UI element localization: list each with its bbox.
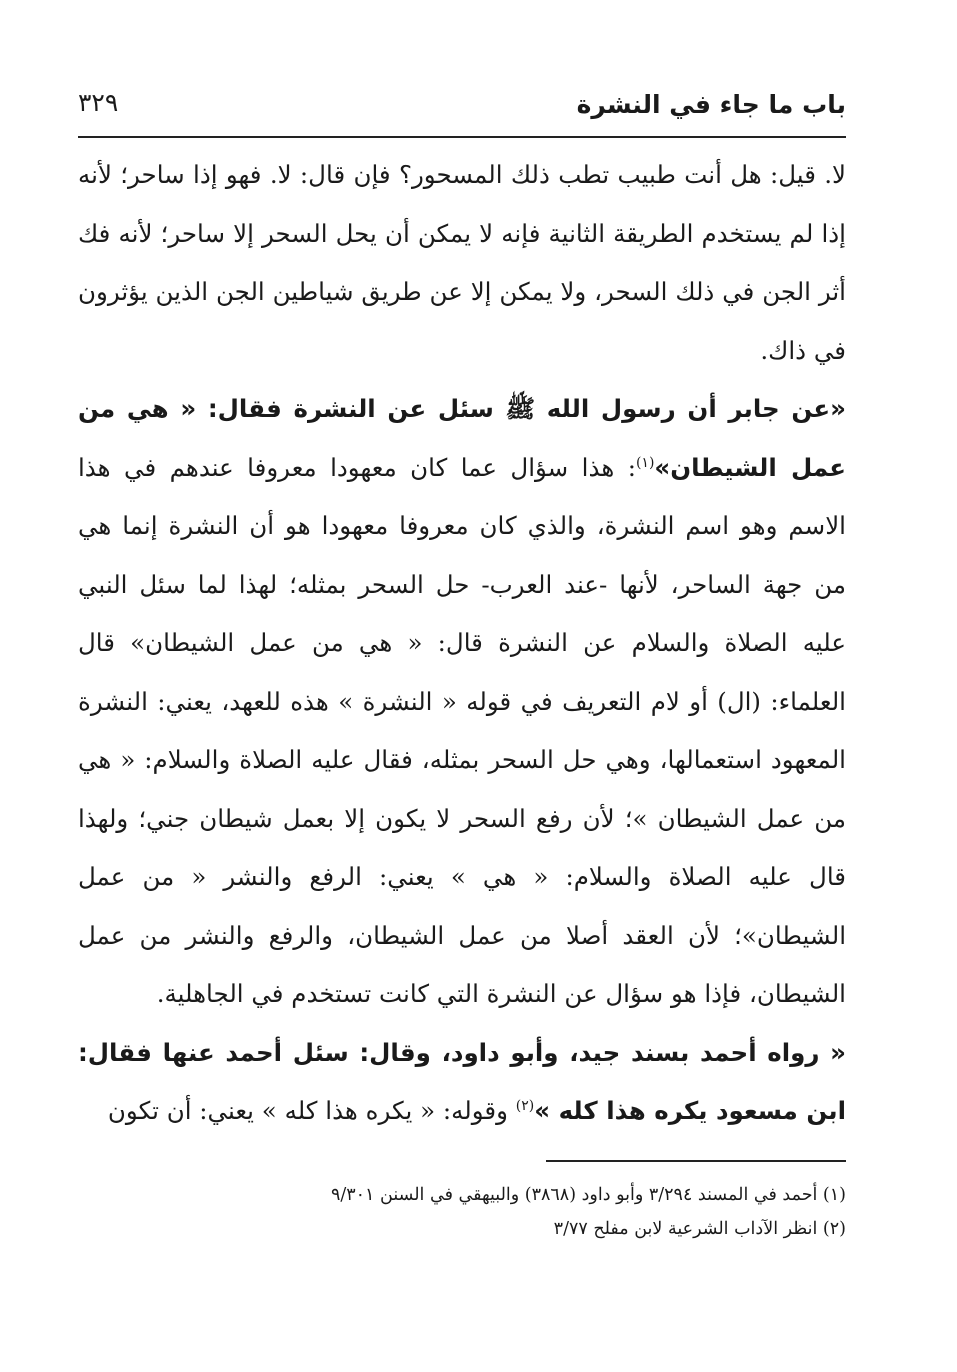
paragraph-2-text: : هذا سؤال عما كان معهودا معروفا عندهم في هذا الاسم وهو اسم النشرة، والذي كان معروفا معهودا هو أن النشرة إنما هي من جهة الساحر، لأنها -عند العرب- حل السحر بمثله؛ لهذا لما سئل النبي عليه الصلاة والسلام عن النشرة قال: « هي من عمل الشيطان» قال العلماء: (ال) أو لام التعريف في قوله « النشرة » هذه للعهد، يعني: النشرة المعهود استعمالها، وهي حل السحر بمثله، فقال عليه الصلاة والسلام: « هي من عمل الشيطان »؛ لأن رفع السحر لا يكون إلا بعمل شيطان جني؛ ولهذا قال عليه الصلاة والسلام: « هي » يعني: الرفع والنشر « من عمل الشيطان»؛ لأن العقد أصلا من عمل الشيطان، والرفع والنشر من عمل الشيطان، فإذا هو سؤال عن النشرة التي كانت تستخدم في الجاهلية. bbox=[78, 452, 846, 1008]
paragraph-2 bbox=[78, 380, 846, 1024]
footnote-divider bbox=[546, 1160, 846, 1162]
footnote-2: (٢) انظر الآداب الشرعية لابن مفلح ٣/٧٧ bbox=[553, 1219, 846, 1239]
body-text bbox=[78, 146, 846, 1141]
hadith-ahmad: « رواه أحمد بسند جيد، وأبو داود، وقال: سئل أحمد عنها فقال: ابن مسعود يكره هذا كله » bbox=[78, 1037, 846, 1125]
paragraph-3-text: وقوله: « يكره هذا كله » يعني: أن تكون bbox=[107, 1096, 516, 1125]
page-header bbox=[78, 84, 846, 138]
footnote-ref-1[interactable]: (١) bbox=[635, 454, 655, 471]
paragraph-3 bbox=[78, 1024, 846, 1141]
footnotes bbox=[78, 1178, 846, 1246]
chapter-title: باب ما جاء في النشرة bbox=[576, 90, 846, 119]
footnote-ref-2[interactable]: (٢) bbox=[515, 1097, 535, 1114]
book-page bbox=[78, 84, 846, 1239]
paragraph-1: لا. قيل: هل أنت طبيب تطب ذلك المسحور؟ فإن قال: لا. فهو إذا ساحر؛ لأنه إذا لم يستخدم الطريقة الثانية فإنه لا يمكن أن يحل السحر إلا ساحر؛ لأنه فك أثر الجن في ذلك السحر، ولا يمكن إلا عن طريق شياطين الجن الذين يؤثرون في ذاك. bbox=[78, 160, 846, 365]
hadith-jabir: «عن جابر أن رسول الله ﷺ سئل عن النشرة فقال: « هي من عمل الشيطان» bbox=[78, 394, 846, 482]
footnote-1: (١) أحمد في المسند ٣/٢٩٤ وأبو داود (٣٨٦٨) والبيهقي في السنن ٩/٣٠١ bbox=[330, 1185, 846, 1205]
page-number: ٣٢٩ bbox=[78, 88, 119, 117]
